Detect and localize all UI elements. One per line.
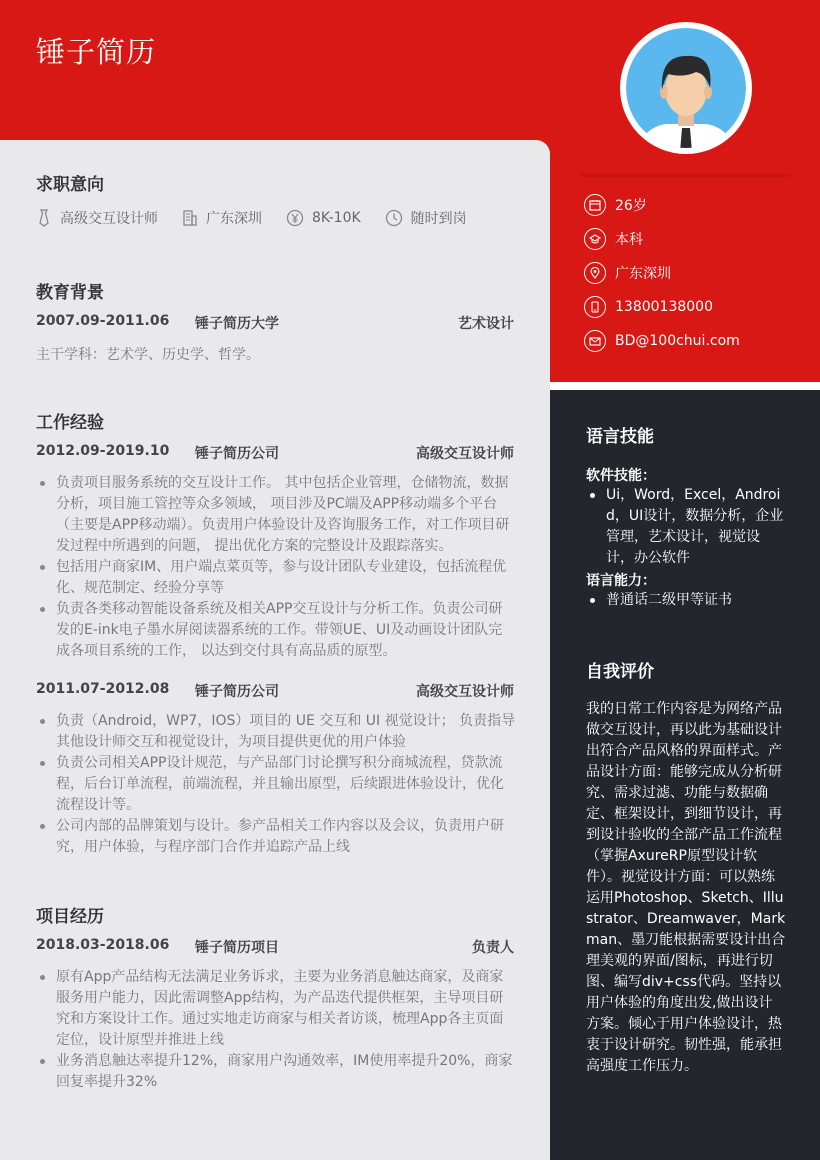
- project-bullets: [36, 967, 516, 1093]
- phone-text: 13800138000: [615, 299, 713, 315]
- project-role: 负责人: [472, 940, 514, 956]
- intent-position: [36, 208, 158, 228]
- job-role: 高级交互设计师: [416, 684, 514, 700]
- job-date: 2011.07-2012.08: [36, 681, 170, 697]
- list-item: 负责公司相关APP设计规范，与产品部门讨论撰写积分商城流程，贷款流程，后台订单流程，前端流程，并且输出原型，后续跟进体验设计，优化流程设计等。: [36, 753, 516, 816]
- list-item: 业务消息触达率提升12%，商家用户沟通效率，IM使用率提升20%，商家回复率提升32%: [36, 1051, 516, 1093]
- page-title: 锤子简历: [36, 35, 157, 69]
- skills-title: 语言技能: [586, 427, 654, 447]
- intent-salary: [286, 209, 361, 227]
- list-item: 包括用户商家IM、用户端点菜页等，参与设计团队专业建设，包括流程优化、规范制定、经验分享等: [36, 557, 516, 599]
- yen-icon: [286, 209, 304, 227]
- degree-text: 本科: [615, 232, 643, 248]
- list-item: 负责（Android，WP7，IOS）项目的 UE 交互和 UI 视觉设计； 负责指导其他设计师交互和视觉设计，为项目提供更优的用户体验: [36, 711, 516, 753]
- info-degree: [584, 227, 804, 251]
- building-icon: [182, 209, 198, 227]
- intent-title: 求职意向: [36, 175, 104, 195]
- language-label: 语言能力：: [586, 573, 656, 589]
- job-company: 锤子简历公司: [195, 446, 279, 462]
- calendar-icon: [584, 194, 606, 216]
- list-item: 公司内部的品牌策划与设计。参产品相关工作内容以及会议，负责用户研究，用户体验，与程序部门合作并追踪产品上线: [36, 816, 516, 858]
- email-text: BD@100chui.com: [615, 333, 740, 349]
- list-item: Ui，Word，Excel，Android，UI设计，数据分析，企业管理，艺术设计，视觉设计，办公软件: [586, 485, 786, 569]
- education-courses: 主干学科：艺术学、历史学、哲学。: [36, 347, 260, 363]
- divider: [580, 174, 790, 177]
- project-date: 2018.03-2018.06: [36, 937, 170, 953]
- tie-icon: [36, 209, 52, 227]
- software-label: 软件技能：: [586, 468, 656, 484]
- info-phone: [584, 295, 804, 319]
- position-text: 高级交互设计师: [60, 211, 158, 227]
- self-eval-text: 我的日常工作内容是为网络产品做交互设计，再以此为基础设计出符合产品风格的界面样式。产品设计方面：能够完成从分析研究、需求过滤、功能与数据确定、框架设计，到细节设计，再到设计验收的全部产品工作流程（掌握AxureRP原型设计软件）。视觉设计方面：可以熟练运用Photoshop、Sketch、Illustrator、Dreamwaver，Markman、墨刀能根据需要设计出合理美观的界面/图标，再进行切图、编写div+css代码。坚持以用户体验的角度出发,做出设计方案。倾心于用户体验设计，热衷于设计研究。韧性强，能承担高强度工作压力。: [586, 701, 786, 1074]
- job-bullets: [36, 711, 516, 858]
- job-row: [36, 681, 514, 701]
- project-name: 锤子简历项目: [195, 940, 279, 956]
- job-date: 2012.09-2019.10: [36, 443, 170, 459]
- list-item: 原有App产品结构无法满足业务诉求，主要为业务消息触达商家，及商家服务用户能力，因此需调整App结构，为产品迭代提供框架，主导项目研究和方案设计工作。通过实地走访商家与相关者访谈，梳理App各主页面定位，设计原型并推进上线: [36, 967, 516, 1051]
- job-bullets: [36, 473, 516, 662]
- job-role: 高级交互设计师: [416, 446, 514, 462]
- list-item: 负责项目服务系统的交互设计工作。 其中包括企业管理，仓储物流，数据分析，项目施工管控等众多领域， 项目涉及PC端及APP移动端多个平台（主要是APP移动端）。负责用户体验设计及咨询服务工作，对工作项目研发过程中所遇到的问题， 提出优化方案的完整设计及跟踪落实。: [36, 473, 516, 557]
- city-text: 广东深圳: [206, 211, 262, 227]
- availability-text: 随时到岗: [410, 211, 467, 227]
- language-list: [586, 590, 786, 611]
- intent-city: [182, 208, 262, 228]
- software-list: [586, 485, 786, 569]
- info-city: [584, 261, 804, 285]
- age-text: 26岁: [615, 198, 647, 214]
- list-item: 普通话二级甲等证书: [586, 590, 786, 611]
- mail-icon: [584, 330, 606, 352]
- job-company: 锤子简历公司: [195, 684, 279, 700]
- clock-icon: [385, 209, 403, 227]
- project-row: [36, 937, 514, 957]
- intent-availability: [385, 208, 467, 228]
- avatar: [620, 22, 752, 154]
- person-avatar-icon: [626, 28, 746, 148]
- phone-icon: [584, 296, 606, 318]
- list-item: 负责各类移动智能设备系统及相关APP交互设计与分析工作。负责公司研发的E-ink电子墨水屏阅读器系统的工作。带领UE、UI及动画设计团队完成各项目系统的工作， 以达到交付具有高品质的原型。: [36, 599, 516, 662]
- education-date: 2007.09-2011.06: [36, 313, 170, 329]
- education-title: 教育背景: [36, 283, 104, 303]
- salary-text: 8K-10K: [312, 210, 361, 226]
- project-title: 项目经历: [36, 907, 104, 927]
- info-age: [584, 193, 804, 217]
- city-text: 广东深圳: [615, 266, 671, 282]
- intent-row: [36, 206, 516, 230]
- education-school: 锤子简历大学: [195, 316, 279, 332]
- location-pin-icon: [584, 262, 606, 284]
- info-email: [584, 329, 804, 353]
- education-major: 艺术设计: [458, 316, 514, 332]
- work-title: 工作经验: [36, 413, 104, 433]
- job-row: [36, 443, 514, 463]
- education-row: [36, 313, 514, 333]
- self-eval-title: 自我评价: [586, 662, 654, 682]
- graduation-cap-icon: [584, 228, 606, 250]
